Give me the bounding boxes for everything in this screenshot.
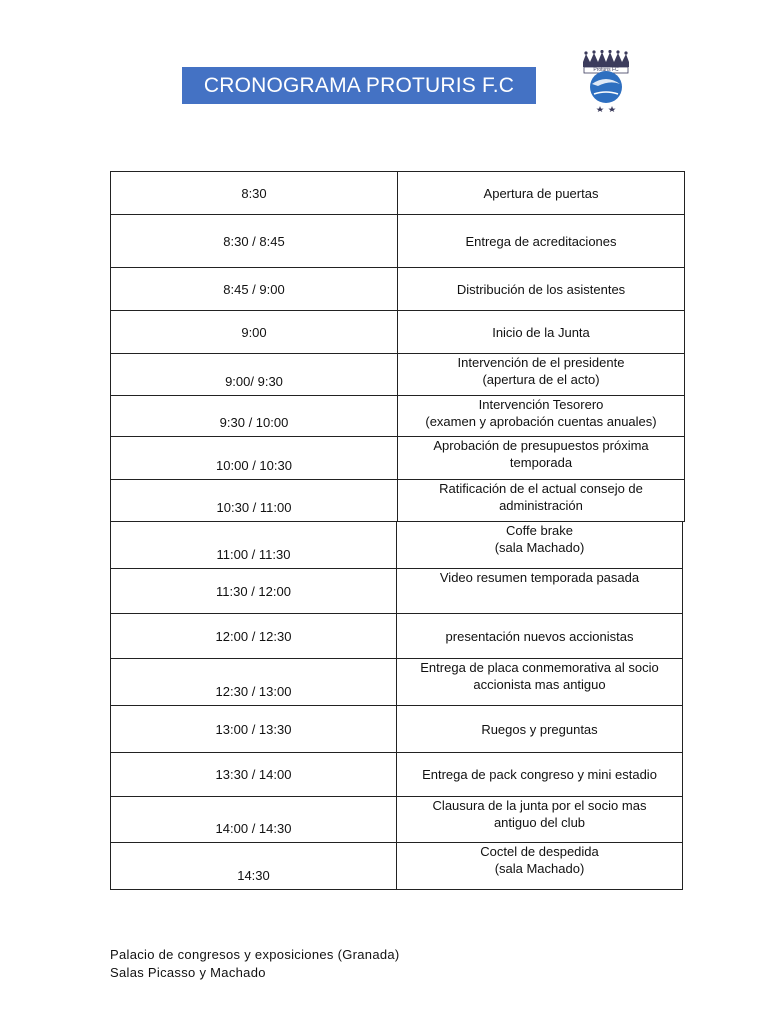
- activity-cell: [396, 842, 683, 890]
- activity-text: Entrega de pack congreso y mini estadio: [422, 767, 657, 782]
- activity-cell: [396, 521, 683, 569]
- venue-note: [110, 946, 400, 981]
- time-cell: [110, 842, 397, 890]
- time-cell: [110, 705, 397, 753]
- activity-cell: [397, 310, 685, 354]
- activity-cell: [397, 267, 685, 311]
- activity-cell: [397, 395, 685, 437]
- activity-cell: [397, 479, 685, 522]
- time-text: 9:30 / 10:00: [219, 415, 289, 430]
- time-text: 12:00 / 12:30: [215, 628, 292, 644]
- time-cell: [110, 796, 397, 843]
- time-text: 10:00 / 10:30: [216, 458, 292, 473]
- activity-cell: [396, 705, 683, 753]
- time-text: 9:00: [241, 324, 267, 340]
- time-cell: [110, 613, 397, 659]
- activity-text: Ruegos y preguntas: [481, 721, 598, 737]
- activity-text: Distribución de los asistentes: [456, 281, 626, 297]
- time-cell: [110, 395, 398, 437]
- venue-line-1: Palacio de congresos y exposiciones (Granada): [110, 947, 400, 962]
- time-text: 12:30 / 13:00: [215, 684, 292, 699]
- time-text: 9:00/ 9:30: [225, 374, 283, 389]
- activity-cell: [397, 436, 685, 480]
- time-cell: [110, 752, 397, 797]
- venue-line-2: Salas Picasso y Machado: [110, 964, 266, 980]
- activity-text: Inicio de la Junta: [492, 324, 590, 340]
- time-cell: [110, 267, 398, 311]
- activity-text: Apertura de puertas: [483, 185, 599, 201]
- activity-cell: [396, 568, 683, 614]
- activity-text: Entrega de acreditaciones: [465, 233, 617, 249]
- activity-cell: [396, 796, 683, 843]
- activity-cell: [396, 613, 683, 659]
- activity-cell: [397, 171, 685, 215]
- time-cell: [110, 353, 398, 396]
- time-text: 11:00 / 11:30: [216, 547, 291, 562]
- time-text: 8:30: [241, 185, 267, 201]
- activity-text: Coctel de despedida (sala Machado): [480, 844, 599, 876]
- time-text: 8:45 / 9:00: [223, 281, 285, 297]
- time-text: 11:30 / 12:00: [216, 583, 291, 599]
- activity-text: Intervención Tesorero (examen y aprobación cuentas anuales): [425, 397, 657, 429]
- time-cell: [110, 521, 397, 569]
- activity-cell: [396, 658, 683, 706]
- activity-text: Coffe brake (sala Machado): [494, 523, 585, 555]
- activity-cell: [397, 353, 685, 396]
- time-cell: [110, 658, 397, 706]
- activity-text: Video resumen temporada pasada: [439, 570, 640, 585]
- time-text: 14:30: [237, 868, 270, 883]
- activity-text: Intervención de el presidente (apertura de el acto): [457, 355, 625, 387]
- page-title-text: CRONOGRAMA PROTURIS F.C: [203, 73, 515, 97]
- time-cell: [110, 214, 398, 268]
- time-cell: [110, 568, 397, 614]
- club-logo-text: Proturis FC: [593, 67, 619, 73]
- time-cell: [110, 310, 398, 354]
- activity-cell: [396, 752, 683, 797]
- activity-text: presentación nuevos accionistas: [445, 628, 634, 644]
- activity-cell: [397, 214, 685, 268]
- time-cell: [110, 479, 398, 522]
- activity-text: Aprobación de presupuestos próxima temporada: [433, 438, 649, 470]
- time-cell: [110, 171, 398, 215]
- time-text: 8:30 / 8:45: [223, 233, 285, 249]
- time-text: 14:00 / 14:30: [215, 821, 292, 836]
- activity-text: Entrega de placa conmemorativa al socio accionista mas antiguo: [420, 660, 659, 692]
- activity-text: Clausura de la junta por el socio mas antiguo del club: [432, 798, 647, 830]
- time-cell: [110, 436, 398, 480]
- activity-text: Ratificación de el actual consejo de administración: [439, 481, 643, 513]
- time-text: 10:30 / 11:00: [216, 500, 292, 515]
- time-text: 13:00 / 13:30: [215, 721, 292, 737]
- time-text: 13:30 / 14:00: [215, 767, 292, 782]
